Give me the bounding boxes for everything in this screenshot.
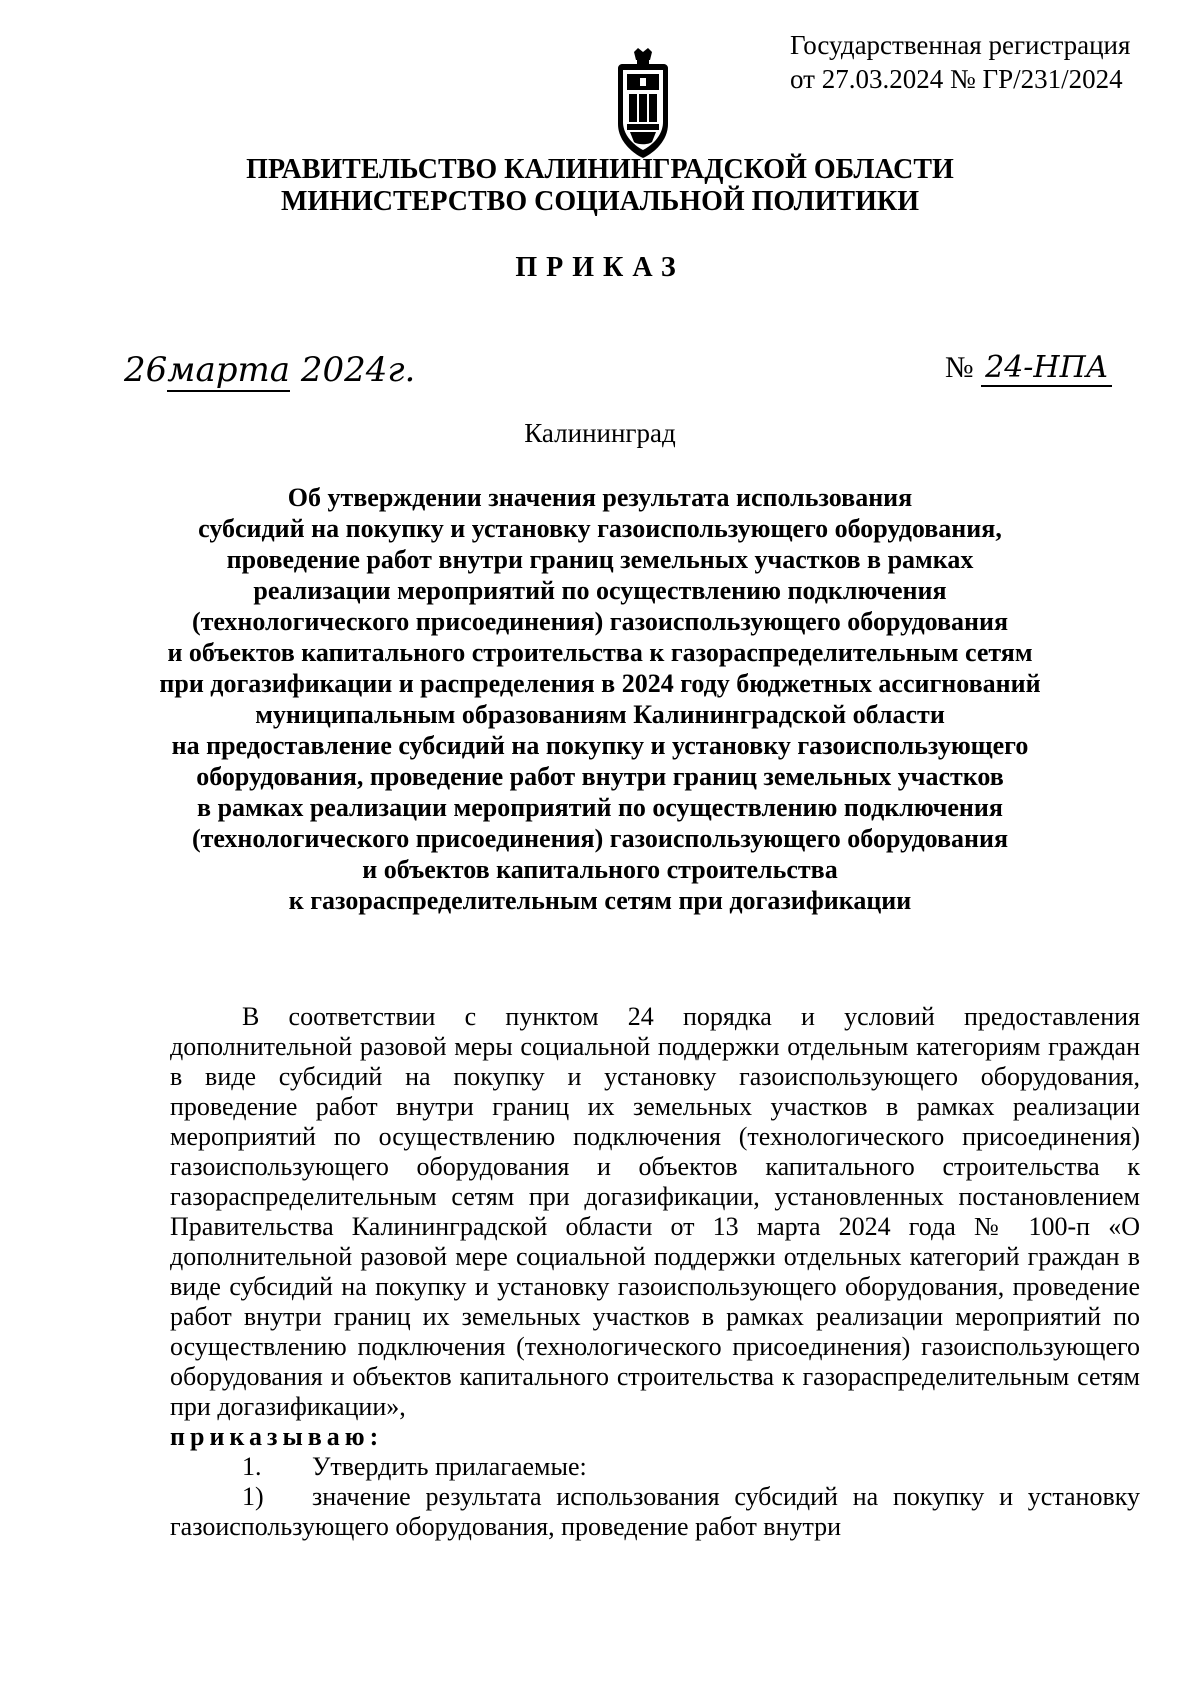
title-line: на предоставление субсидий на покупку и установку газоиспользующего xyxy=(171,731,1029,760)
preamble-text: В соответствии с пунктом 24 порядка и условий предоставления дополнительной разовой меры социальной поддержки отдельным категориям граждан в виде субсидий на покупку и установку газоиспользующего оборудования, проведение работ внутри границ их земельных участков в рамках реализации мероприятий по осуществлению подключения (технологического присоединения) газоиспользующего оборудования и объектов капитального строительства к газораспределительным сетям при догазификации, установленных постановлением Правительства Калининградской области от 13 марта 2024 года № 100-п «О дополнительной разовой мере социальной поддержки отдельных категорий граждан в виде субсидий на покупку и установку газоиспользующего оборудования, проведение работ внутри границ их земельных участков в рамках реализации мероприятий по осуществлению подключения (технологического присоединения) газоиспользующего оборудования и объектов капитального строительства к газораспределительным сетям при догазификации», xyxy=(170,1002,1140,1421)
document-title xyxy=(150,482,1050,916)
title-line: в рамках реализации мероприятий по осуществлению подключения xyxy=(197,793,1003,822)
ministry-header: МИНИСТЕРСТВО СОЦИАЛЬНОЙ ПОЛИТИКИ xyxy=(281,186,919,217)
government-header: ПРАВИТЕЛЬСТВО КАЛИНИНГРАДСКОЙ ОБЛАСТИ xyxy=(246,154,954,185)
number-sign: № xyxy=(945,351,974,384)
item-1-text: Утвердить прилагаемые: xyxy=(312,1452,587,1481)
title-line: субсидий на покупку и установку газоиспользующего оборудования, xyxy=(198,514,1002,543)
date-year: 2024г. xyxy=(300,350,416,390)
date-day: 26 xyxy=(124,350,168,390)
handwritten-date xyxy=(124,350,415,390)
title-line: (технологического присоединения) газоиспользующего оборудования xyxy=(191,824,1009,853)
title-line: муниципальным образованиям Калининградской области xyxy=(255,700,945,729)
subitem-1-number: 1) xyxy=(242,1482,264,1511)
number-value: 24-НПА xyxy=(981,350,1112,387)
subitem-1-text: значение результата использования субсидий на покупку и установку газоиспользующего оборудования, проведение работ внутри xyxy=(170,1482,1140,1541)
registration-line-2: от 27.03.2024 № ГР/231/2024 xyxy=(790,64,1123,94)
order-label: ПРИКАЗ xyxy=(515,252,685,283)
title-line: проведение работ внутри границ земельных участков в рамках xyxy=(226,545,974,574)
subitem-1 xyxy=(170,1482,1140,1542)
order-word: приказываю: xyxy=(170,1422,384,1451)
registration-stamp xyxy=(790,28,1180,96)
registration-line-1: Государственная регистрация xyxy=(790,30,1131,60)
title-line: и объектов капитального строительства xyxy=(362,855,838,884)
title-line: к газораспределительным сетям при догазификации xyxy=(288,886,912,915)
title-line: Об утверждении значения результата использования xyxy=(287,483,913,512)
title-line: реализации мероприятий по осуществлению подключения xyxy=(253,576,947,605)
coat-of-arms-icon xyxy=(612,46,674,160)
title-line: оборудования, проведение работ внутри границ земельных участков xyxy=(196,762,1004,791)
date-month: марта xyxy=(167,350,291,390)
title-line: и объектов капитального строительства к газораспределительным сетям xyxy=(167,638,1033,667)
item-1-number: 1. xyxy=(242,1452,262,1481)
title-line: (технологического присоединения) газоиспользующего оборудования xyxy=(191,607,1009,636)
city-name: Калининград xyxy=(524,418,676,448)
title-line: при догазификации и распределения в 2024 году бюджетных ассигнований xyxy=(159,669,1041,698)
order-word-line xyxy=(170,1422,1140,1452)
preamble-paragraph xyxy=(170,1002,1140,1422)
document-body xyxy=(170,1002,1140,1542)
item-1 xyxy=(170,1452,1140,1482)
order-number xyxy=(945,350,1112,385)
